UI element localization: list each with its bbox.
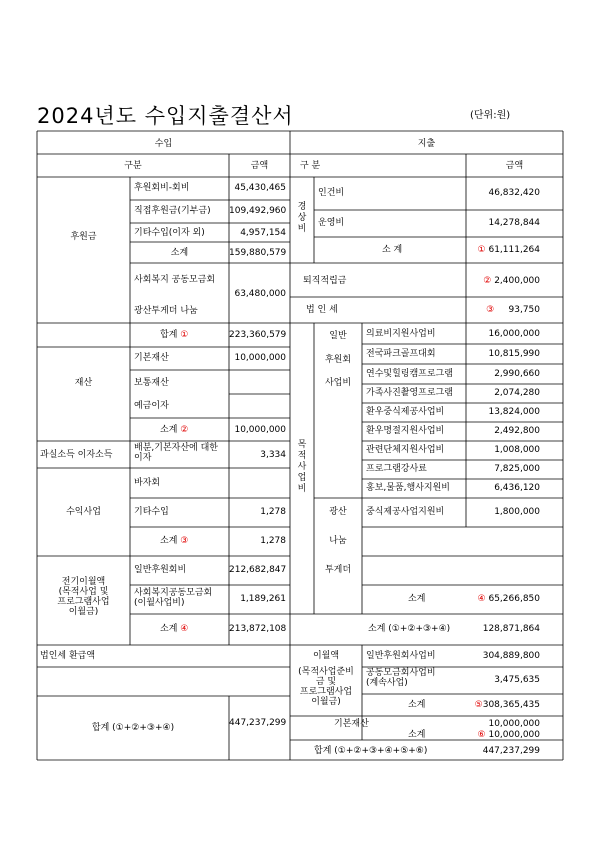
- expense-item-amount: 1,008,000: [494, 445, 540, 455]
- expense-item-label: 연수및힐링캠프로그램: [366, 369, 453, 379]
- expense-item-label: 환우명절지원사업비: [366, 426, 445, 436]
- expense-sum-amount: 128,871,864: [482, 624, 540, 634]
- expense-carry-subtotal: 소계: [408, 700, 426, 710]
- expense-basic: 기본재산: [334, 719, 369, 729]
- expense-basic-subtotal-amount: ⑥ 10,000,000: [477, 730, 540, 740]
- page-title: 2024년도 수입지출결산서: [37, 104, 294, 128]
- income-total-amount: 223,360,579: [229, 330, 287, 340]
- income-other-amount: 4,957,154: [240, 228, 286, 238]
- header-category: 구분: [124, 161, 142, 171]
- expense-item-amount: 2,492,800: [494, 426, 540, 436]
- header-amount: 금액: [250, 161, 269, 171]
- expense-grand-total-label: 합계 (①+②+③+④+⑤+⑥): [314, 746, 428, 756]
- income-jaesan-amount: 10,000,000: [234, 425, 286, 435]
- expense-gs-line3: 투게더: [324, 565, 352, 575]
- expense-purpose-subtotal: 소계: [408, 594, 426, 604]
- income-community: 사회복지 공동모금회: [134, 275, 216, 285]
- income-designated: 직접후원금(기부금): [134, 206, 211, 216]
- expense-item-amount: 16,000,000: [488, 329, 540, 339]
- income-ordinary: 보통재산: [134, 378, 169, 388]
- expense-item-label: 프로그램강사료: [366, 464, 427, 474]
- income-subtotal-amount: 159,880,579: [229, 248, 287, 258]
- expense-item-label: 환우중식제공사업비: [366, 407, 445, 417]
- income-carry-subtotal: 소계 ④: [160, 624, 189, 634]
- expense-corp-tax-amount: ③ 93,750: [486, 305, 540, 315]
- income-subtotal: 소계: [170, 248, 189, 258]
- expense-gs-item: 중식제공사업지원비: [366, 507, 445, 517]
- expense-grand-total-amount: 447,237,299: [482, 746, 540, 756]
- header-category-right: 구 분: [300, 161, 321, 171]
- expense-carry-general: 일반후원회사업비: [366, 651, 436, 661]
- income-grand-total-amount: 447,237,299: [229, 718, 287, 728]
- expense-op-subtotal: 소 계: [382, 245, 403, 255]
- header-amount-right: 금액: [505, 161, 524, 171]
- expense-item-label: 관련단체지원사업비: [366, 445, 445, 455]
- income-corp-refund: 법인세 환급액: [40, 651, 96, 661]
- expense-item-amount: 10,815,990: [488, 349, 540, 359]
- expense-carry-general-amount: 304,889,800: [482, 651, 540, 661]
- expense-item-label: 홍보,물품,행사지원비: [366, 483, 450, 493]
- expense-op-amount: ① 61,111,264: [477, 245, 540, 255]
- income-jaesan-subtotal: 소계 ②: [160, 425, 189, 435]
- income-carry-community: 사회복지공동모금회 (이월사업비): [134, 588, 213, 608]
- income-carry-amount: 213,872,108: [229, 624, 287, 634]
- income-gwangsan: 광산투게더 나눔: [134, 306, 198, 316]
- income-basic: 기본재산: [134, 353, 169, 363]
- income-community-amount: 63,480,000: [234, 289, 286, 299]
- expense-gs-line2: 나눔: [329, 536, 347, 546]
- expense-item-label: 가족사진촬영프로그램: [366, 388, 453, 398]
- expense-retirement-amount: ② 2,400,000: [483, 276, 540, 286]
- expense-item-amount: 6,436,120: [494, 483, 540, 493]
- income-profit-other: 기타수입: [134, 507, 169, 517]
- expense-personnel: 인건비: [318, 188, 345, 198]
- income-jaesan-label: 재산: [74, 378, 93, 388]
- expense-carry-community-amount: 3,475,635: [494, 675, 540, 685]
- income-bazaar: 바자회: [134, 478, 161, 488]
- income-grand-total-label: 합계 (①+②+③+④): [91, 723, 175, 733]
- income-excess-item: 배분,기본자산에 대한 이자: [134, 443, 218, 463]
- expense-gs-line1: 광산: [329, 507, 347, 517]
- income-other: 기타수입(이자 외): [134, 228, 205, 238]
- expense-item-amount: 7,825,000: [494, 464, 540, 474]
- income-total-label: 합계 ①: [160, 330, 189, 340]
- income-membership: 후원회비-회비: [134, 183, 190, 193]
- income-carry-general: 일반후원회비: [134, 565, 187, 575]
- expense-carry-line2: (목적사업준비 금 및 프로그램사업 이월금): [298, 667, 354, 707]
- expense-general-line1: 일반: [329, 331, 347, 341]
- expense-item-label: 의료비지원사업비: [366, 329, 436, 339]
- income-carry-community-amount: 1,189,261: [240, 594, 286, 604]
- expense-carry-amount: ⑤308,365,435: [474, 700, 540, 710]
- income-deposit-interest: 예금이자: [134, 401, 169, 411]
- income-carry-general-amount: 212,682,847: [229, 565, 287, 575]
- mark-1: ①: [180, 330, 189, 340]
- expense-item-amount: 2,990,660: [494, 369, 540, 379]
- income-designated-amount: 109,492,960: [229, 206, 287, 216]
- expense-operating-label: 경상비: [297, 202, 307, 234]
- income-membership-amount: 45,430,465: [234, 183, 286, 193]
- expense-sum-label: 소계 (①+②+③+④): [368, 624, 451, 634]
- expense-general-line2: 후원회: [324, 355, 352, 365]
- expense-general-line3: 사업비: [324, 378, 352, 388]
- income-profit-amount: 1,278: [260, 536, 286, 546]
- income-huwon-label: 후원금: [70, 232, 97, 242]
- expense-item-amount: 2,074,280: [494, 388, 540, 398]
- expense-item-amount: 13,824,000: [488, 407, 540, 417]
- expense-gs-amount: 1,800,000: [494, 507, 540, 517]
- income-profit-other-amount: 1,278: [260, 507, 286, 517]
- expense-purpose-amount: ④ 65,266,850: [477, 594, 540, 604]
- header-expense: 지출: [417, 139, 436, 149]
- income-excess-label: 과실소득 이자소득: [40, 450, 113, 460]
- income-excess-amount: 3,334: [260, 450, 286, 460]
- expense-carry-community: 공동모금회사업비 (계속사업): [366, 668, 436, 688]
- expense-basic-subtotal: 소계: [408, 730, 426, 740]
- expense-basic-amount: 10,000,000: [488, 719, 540, 729]
- income-profit-subtotal: 소계 ③: [160, 536, 189, 546]
- expense-purpose-label: 목적사업비: [297, 440, 307, 494]
- income-carry-label: 전기이월액 (목적사업 및 프로그램사업 이월금): [57, 577, 110, 617]
- income-basic-amount: 10,000,000: [234, 353, 286, 363]
- expense-opex-amount: 14,278,844: [488, 218, 540, 228]
- unit-label: (단위:원): [470, 110, 511, 121]
- expense-retirement: 퇴직적립금: [303, 276, 347, 286]
- header-income: 수입: [154, 139, 173, 149]
- expense-corp-tax: 법 인 세: [306, 305, 338, 315]
- expense-opex: 운영비: [318, 218, 345, 228]
- income-profit-label: 수익사업: [66, 507, 101, 517]
- expense-personnel-amount: 46,832,420: [488, 188, 540, 198]
- expense-item-label: 전국파크골프대회: [366, 349, 436, 359]
- expense-carry-line1: 이월액: [312, 651, 340, 661]
